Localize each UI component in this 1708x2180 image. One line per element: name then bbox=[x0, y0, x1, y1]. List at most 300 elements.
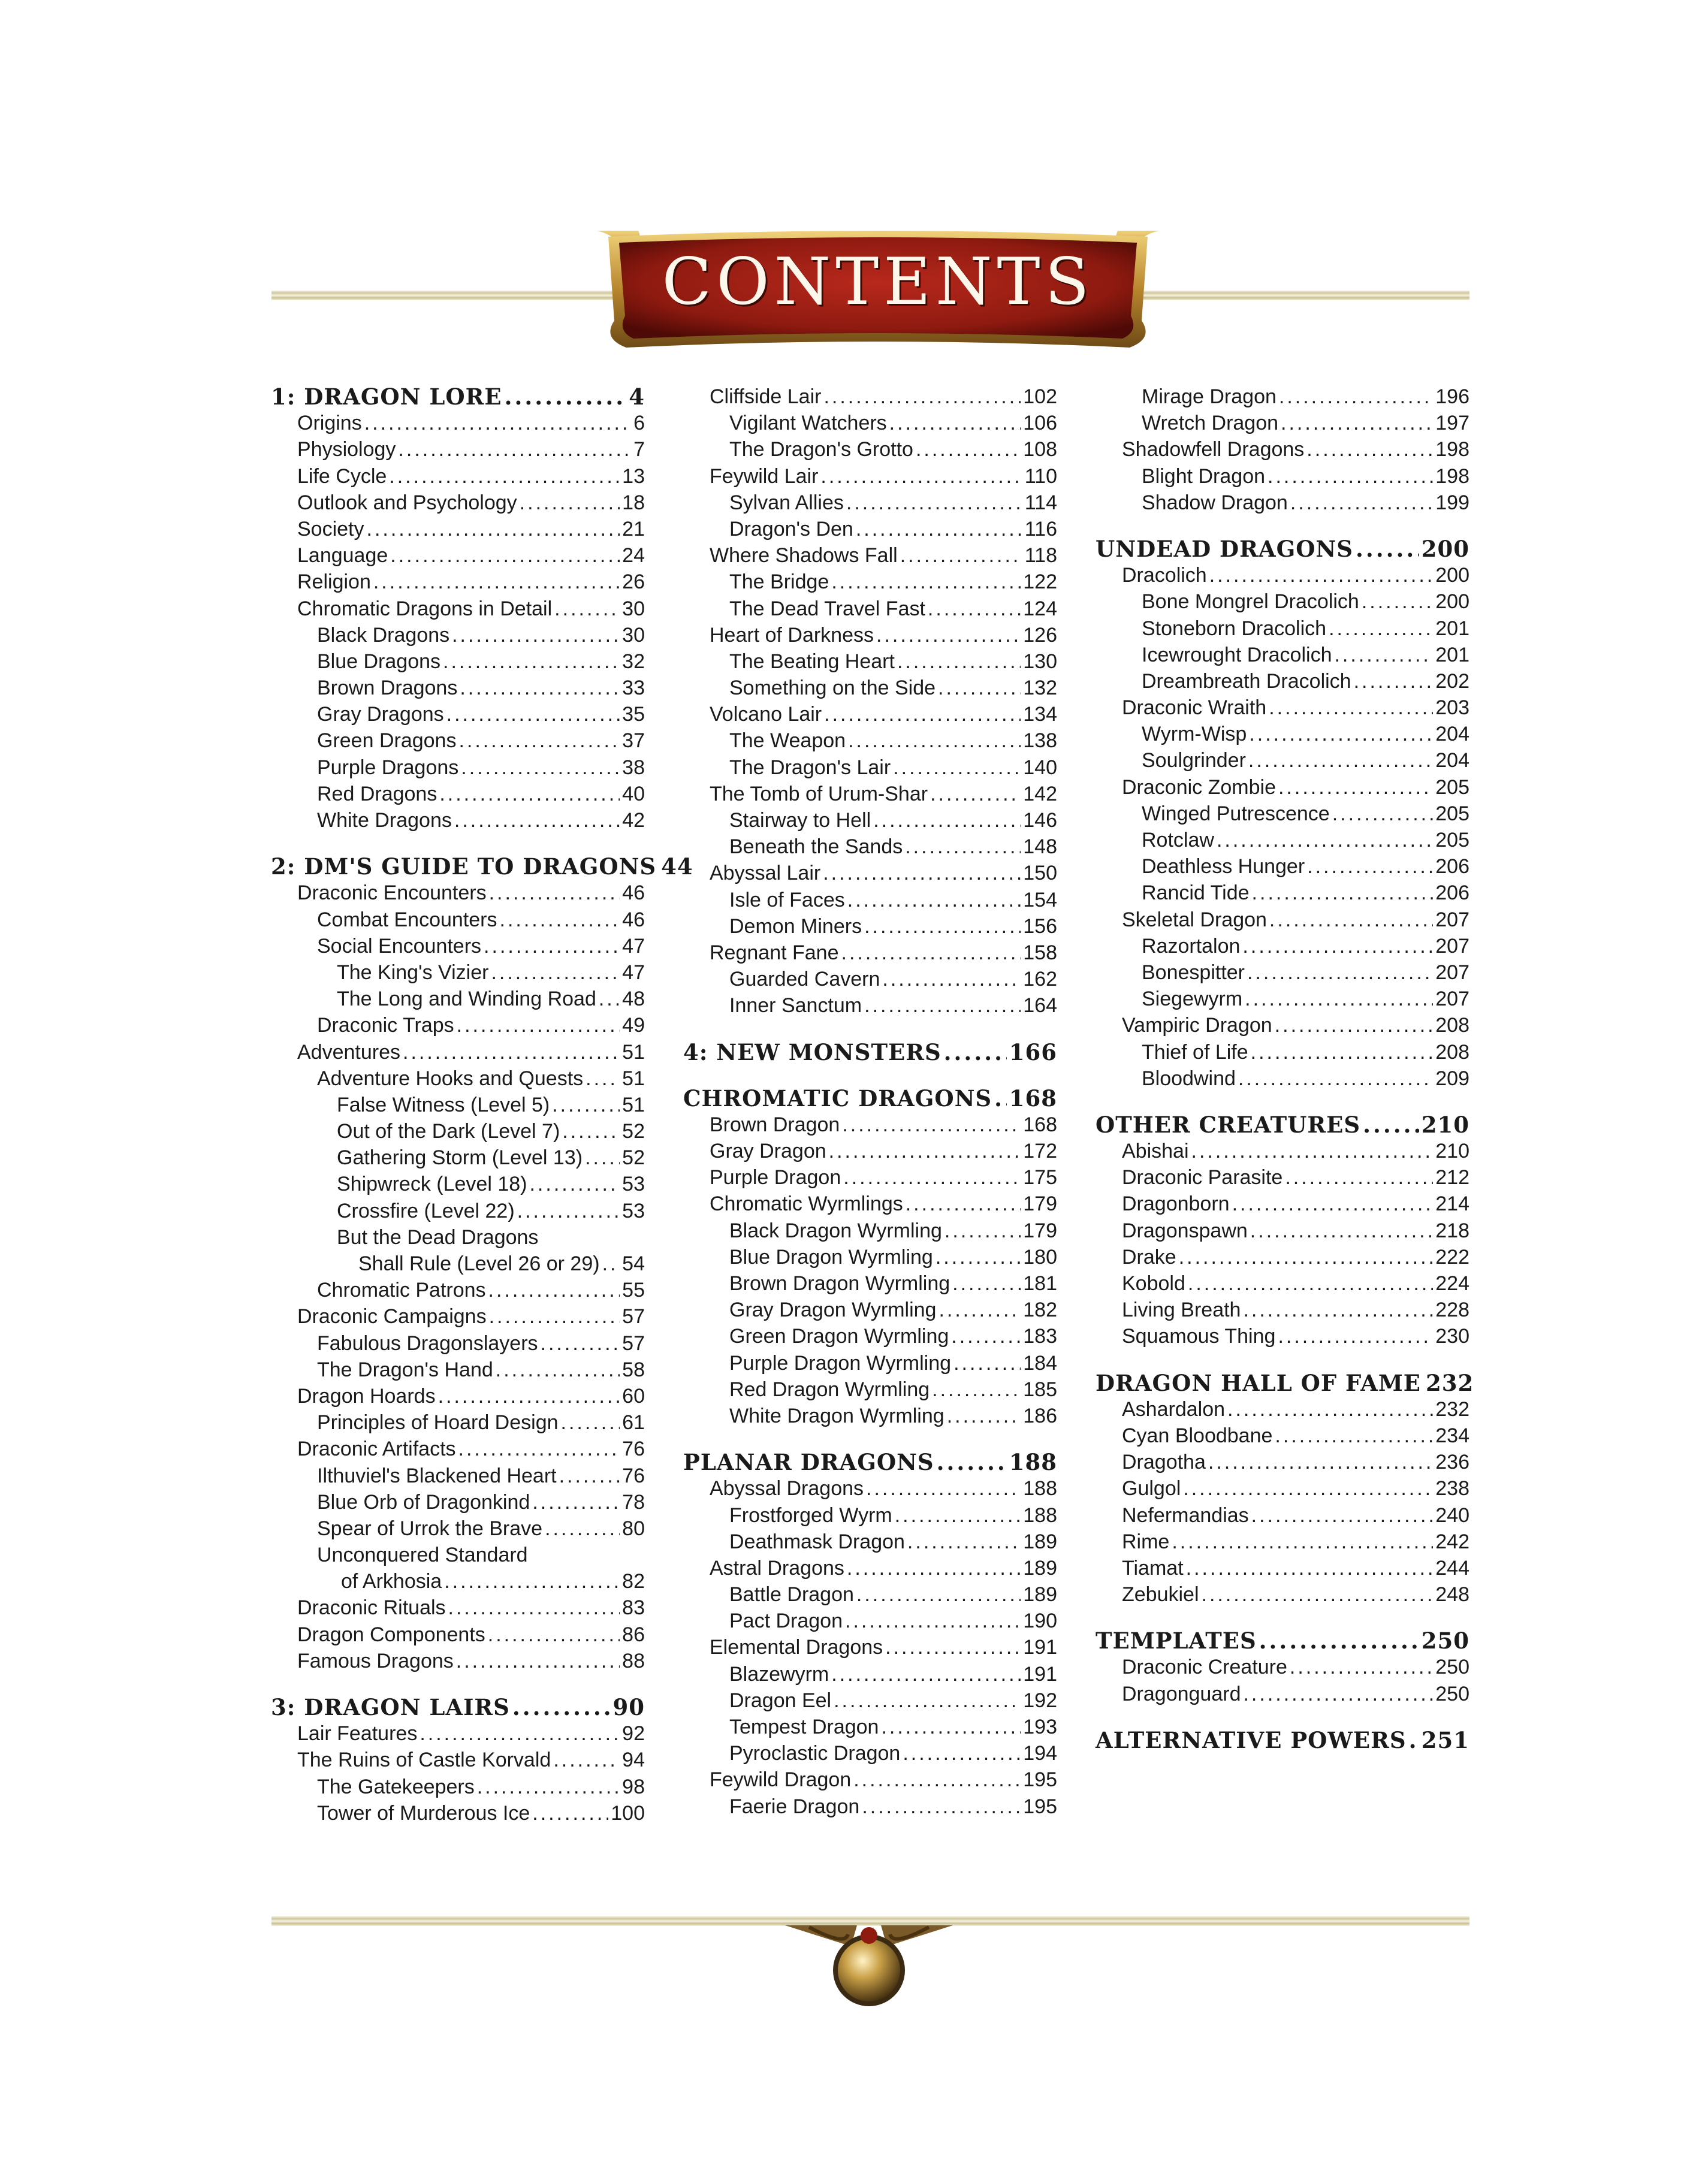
toc-entry-title: Something on the Side bbox=[729, 677, 936, 700]
toc-page-number: 52 bbox=[622, 1120, 645, 1143]
toc-section-heading[interactable] bbox=[1096, 1628, 1469, 1654]
toc-entry[interactable] bbox=[271, 1720, 645, 1747]
toc-leader-dots bbox=[848, 727, 1021, 754]
toc-entry[interactable] bbox=[1096, 1138, 1469, 1164]
toc-entry[interactable] bbox=[271, 1145, 645, 1171]
toc-page-number: 42 bbox=[622, 809, 645, 832]
toc-page-number: 142 bbox=[1023, 782, 1057, 805]
toc-entry[interactable] bbox=[683, 1475, 1057, 1502]
toc-entry[interactable] bbox=[683, 966, 1057, 992]
toc-entry-title: Rime bbox=[1122, 1530, 1170, 1553]
toc-leader-dots bbox=[1243, 1297, 1433, 1323]
toc-page-number: 200 bbox=[1421, 535, 1469, 562]
toc-leader-dots bbox=[952, 1270, 1021, 1297]
toc-entry-title: The Bridge bbox=[729, 570, 829, 594]
toc-page-number: 146 bbox=[1023, 809, 1057, 832]
toc-entry-title: Feywild Lair bbox=[710, 464, 819, 488]
toc-page-number: 195 bbox=[1023, 1768, 1057, 1792]
toc-entry-title: Gulgol bbox=[1122, 1477, 1181, 1500]
toc-entry[interactable] bbox=[271, 727, 645, 754]
toc-page-number: 230 bbox=[1435, 1325, 1469, 1348]
toc-entry[interactable] bbox=[683, 542, 1057, 569]
toc-entry[interactable] bbox=[683, 727, 1057, 754]
toc-entry-title: Zebukiel bbox=[1122, 1583, 1199, 1607]
toc-page-number: 162 bbox=[1023, 968, 1057, 991]
toc-entry[interactable] bbox=[1096, 384, 1469, 410]
toc-leader-dots bbox=[443, 648, 620, 675]
toc-entry[interactable] bbox=[683, 1376, 1057, 1403]
toc-entry[interactable] bbox=[683, 1270, 1057, 1297]
toc-entry[interactable] bbox=[683, 1581, 1057, 1608]
toc-entry[interactable] bbox=[271, 1436, 645, 1462]
toc-page-number: 232 bbox=[1426, 1369, 1474, 1396]
toc-entry[interactable] bbox=[271, 622, 645, 648]
toc-entry[interactable] bbox=[1096, 880, 1469, 906]
toc-entry[interactable] bbox=[683, 1767, 1057, 1793]
toc-entry-title: Social Encounters bbox=[317, 934, 482, 958]
toc-entry-title: Faerie Dragon bbox=[729, 1795, 860, 1818]
toc-entry-title: Elemental Dragons bbox=[710, 1636, 883, 1659]
toc-entry[interactable] bbox=[683, 516, 1057, 542]
toc-entry-title: Blight Dragon bbox=[1142, 464, 1266, 488]
toc-entry[interactable] bbox=[1096, 1396, 1469, 1423]
toc-entry[interactable] bbox=[683, 1608, 1057, 1634]
toc-entry-title: Bonespitter bbox=[1142, 961, 1245, 984]
toc-entry[interactable] bbox=[271, 1277, 645, 1303]
toc-entry-title: But the Dead Dragons bbox=[337, 1225, 539, 1249]
toc-entry[interactable] bbox=[1096, 1449, 1469, 1475]
toc-entry-title: The Dragon's Hand bbox=[317, 1358, 493, 1381]
toc-entry[interactable] bbox=[271, 569, 645, 595]
toc-entry-title: Regnant Fane bbox=[710, 941, 839, 964]
toc-entry[interactable] bbox=[271, 1800, 645, 1826]
toc-entry-title: White Dragon Wyrmling bbox=[729, 1404, 944, 1427]
toc-entry-title: Green Dragons bbox=[317, 729, 457, 753]
toc-entry[interactable] bbox=[683, 1555, 1057, 1581]
toc-entry[interactable] bbox=[683, 1191, 1057, 1217]
toc-entry[interactable] bbox=[1096, 463, 1469, 490]
toc-entry-title: Isle of Faces bbox=[729, 888, 845, 911]
toc-entry[interactable] bbox=[271, 1774, 645, 1800]
toc-leader-dots bbox=[829, 1138, 1021, 1164]
section-gap bbox=[683, 1019, 1057, 1039]
toc-page-number: 100 bbox=[611, 1801, 645, 1825]
toc-entry[interactable] bbox=[271, 1330, 645, 1357]
toc-page-number: 58 bbox=[622, 1358, 645, 1381]
toc-section-heading[interactable] bbox=[1096, 1369, 1474, 1396]
toc-entry[interactable] bbox=[271, 1303, 645, 1330]
toc-leader-dots bbox=[517, 1198, 620, 1224]
toc-entry-title: Gray Dragon bbox=[710, 1140, 826, 1163]
toc-entry[interactable] bbox=[683, 1403, 1057, 1429]
toc-entry[interactable] bbox=[683, 410, 1057, 436]
toc-entry[interactable] bbox=[271, 1224, 645, 1251]
toc-leader-dots bbox=[505, 384, 627, 410]
toc-section-heading[interactable] bbox=[271, 384, 645, 410]
toc-section-heading[interactable] bbox=[271, 1694, 645, 1720]
toc-page-number: 218 bbox=[1435, 1219, 1469, 1242]
toc-entry[interactable] bbox=[1096, 588, 1469, 615]
toc-entry-title: Out of the Dark (Level 7) bbox=[337, 1120, 560, 1143]
toc-page-number: 154 bbox=[1023, 888, 1057, 911]
toc-entry[interactable] bbox=[1096, 774, 1469, 801]
toc-entry[interactable] bbox=[1096, 1323, 1469, 1349]
toc-entry[interactable] bbox=[683, 940, 1057, 966]
toc-entry-title: Stairway to Hell bbox=[729, 809, 871, 832]
toc-leader-dots bbox=[823, 860, 1021, 886]
toc-page-number: 196 bbox=[1435, 385, 1469, 408]
section-gap bbox=[683, 1065, 1057, 1085]
toc-entry[interactable] bbox=[271, 1489, 645, 1515]
toc-entry[interactable] bbox=[271, 675, 645, 701]
toc-entry[interactable] bbox=[271, 516, 645, 542]
toc-entry[interactable] bbox=[683, 1740, 1057, 1767]
toc-page-number: 208 bbox=[1435, 1040, 1469, 1064]
toc-entry[interactable] bbox=[1096, 959, 1469, 986]
toc-leader-dots bbox=[1281, 410, 1433, 436]
toc-entry[interactable] bbox=[683, 1687, 1057, 1714]
toc-entry-title: Gray Dragon Wyrmling bbox=[729, 1299, 937, 1322]
toc-leader-dots bbox=[820, 463, 1022, 490]
toc-entry[interactable] bbox=[271, 1747, 645, 1773]
toc-entry[interactable] bbox=[1096, 1529, 1469, 1555]
toc-entry[interactable] bbox=[1096, 668, 1469, 695]
toc-entry[interactable] bbox=[683, 834, 1057, 860]
toc-entry-title: Language bbox=[297, 544, 388, 567]
toc-leader-dots bbox=[873, 807, 1021, 834]
toc-leader-dots bbox=[500, 907, 620, 933]
toc-entry[interactable] bbox=[683, 675, 1057, 701]
toc-entry-title: Abyssal Dragons bbox=[710, 1477, 864, 1500]
toc-entry[interactable] bbox=[271, 959, 645, 986]
toc-entry[interactable] bbox=[1096, 436, 1469, 463]
toc-page-number: 189 bbox=[1023, 1583, 1057, 1607]
toc-section-heading[interactable] bbox=[1096, 536, 1469, 562]
toc-entry[interactable] bbox=[683, 1502, 1057, 1529]
toc-leader-dots bbox=[856, 516, 1022, 542]
toc-entry[interactable] bbox=[1096, 1039, 1469, 1065]
toc-leader-dots bbox=[448, 1595, 620, 1621]
toc-entry[interactable] bbox=[683, 1323, 1057, 1349]
toc-entry[interactable] bbox=[1096, 1502, 1469, 1529]
toc-entry-title: Winged Putrescence bbox=[1142, 802, 1330, 825]
toc-entry[interactable] bbox=[683, 1297, 1057, 1323]
toc-entry[interactable] bbox=[683, 1529, 1057, 1555]
toc-entry[interactable] bbox=[683, 1661, 1057, 1687]
toc-page-number: 204 bbox=[1435, 749, 1469, 772]
toc-entry[interactable] bbox=[271, 1198, 645, 1224]
toc-entry[interactable] bbox=[1096, 1555, 1469, 1581]
toc-leader-dots bbox=[1249, 721, 1433, 747]
toc-page-number: 185 bbox=[1023, 1378, 1057, 1401]
toc-page-number: 110 bbox=[1024, 464, 1057, 488]
toc-leader-dots bbox=[1232, 1191, 1434, 1217]
toc-leader-dots bbox=[893, 754, 1021, 781]
toc-entry[interactable] bbox=[271, 781, 645, 807]
toc-page-number: 250 bbox=[1435, 1682, 1469, 1705]
toc-entry[interactable] bbox=[683, 1218, 1057, 1244]
toc-entry-title: Adventure Hooks and Quests bbox=[317, 1067, 584, 1090]
toc-entry-title: Cliffside Lair bbox=[710, 385, 822, 408]
toc-entry[interactable] bbox=[1096, 615, 1469, 642]
toc-entry[interactable] bbox=[271, 1092, 645, 1118]
toc-leader-dots bbox=[1188, 1270, 1433, 1297]
toc-entry[interactable] bbox=[683, 754, 1057, 781]
toc-leader-dots bbox=[907, 1529, 1021, 1555]
toc-leader-dots bbox=[906, 1191, 1021, 1217]
toc-page-number: 188 bbox=[1023, 1503, 1057, 1527]
toc-entry-title: The Beating Heart bbox=[729, 650, 895, 673]
toc-entry[interactable] bbox=[1096, 1164, 1469, 1191]
toc-entry[interactable] bbox=[683, 490, 1057, 516]
toc-entry-title: Vigilant Watchers bbox=[729, 412, 887, 435]
toc-entry[interactable] bbox=[683, 1164, 1057, 1191]
toc-entry[interactable] bbox=[1096, 853, 1469, 880]
toc-entry-title: Draconic Zombie bbox=[1122, 775, 1276, 799]
toc-entry[interactable] bbox=[271, 754, 645, 781]
toc-entry[interactable] bbox=[271, 933, 645, 959]
toc-section-heading[interactable] bbox=[683, 1039, 1057, 1065]
toc-section-heading[interactable] bbox=[683, 1449, 1057, 1475]
toc-entry-title: Principles of Hoard Design bbox=[317, 1411, 559, 1435]
toc-entry[interactable] bbox=[683, 436, 1057, 463]
toc-entry[interactable] bbox=[1096, 1423, 1469, 1449]
toc-entry[interactable] bbox=[271, 1595, 645, 1621]
toc-page-number: 30 bbox=[622, 597, 645, 620]
toc-entry-title: Gray Dragons bbox=[317, 703, 444, 726]
toc-entry-title: Kobold bbox=[1122, 1272, 1185, 1295]
toc-page-number: 234 bbox=[1435, 1424, 1469, 1447]
toc-page-number: 46 bbox=[622, 881, 645, 905]
toc-page-number: 191 bbox=[1023, 1662, 1057, 1686]
toc-entry[interactable] bbox=[1096, 986, 1469, 1012]
toc-entry[interactable] bbox=[271, 410, 645, 436]
toc-entry[interactable] bbox=[271, 436, 645, 463]
toc-entry[interactable] bbox=[271, 1542, 645, 1568]
toc-page-number: 6 bbox=[633, 412, 645, 435]
toc-entry[interactable] bbox=[271, 490, 645, 516]
toc-entry[interactable] bbox=[271, 701, 645, 727]
toc-entry[interactable] bbox=[271, 1409, 645, 1436]
toc-page-number: 98 bbox=[622, 1775, 645, 1798]
toc-leader-dots bbox=[930, 781, 1021, 807]
toc-entry[interactable] bbox=[271, 1622, 645, 1648]
toc-leader-dots bbox=[1208, 1449, 1433, 1475]
toc-leader-dots bbox=[1245, 986, 1433, 1012]
toc-leader-dots bbox=[1183, 1475, 1433, 1502]
toc-entry[interactable] bbox=[271, 907, 645, 933]
toc-entry-title: OTHER CREATURES bbox=[1096, 1111, 1361, 1138]
toc-leader-dots bbox=[947, 1403, 1021, 1429]
toc-leader-dots bbox=[1269, 695, 1433, 721]
toc-entry[interactable] bbox=[271, 1118, 645, 1145]
toc-leader-dots bbox=[1306, 436, 1433, 463]
toc-entry[interactable] bbox=[683, 648, 1057, 675]
toc-page-number: 48 bbox=[622, 988, 645, 1011]
toc-leader-dots bbox=[398, 436, 631, 463]
toc-entry[interactable] bbox=[1096, 1654, 1469, 1680]
toc-page-number: 232 bbox=[1435, 1397, 1469, 1421]
toc-leader-dots bbox=[994, 1085, 1007, 1112]
toc-entry[interactable] bbox=[271, 880, 645, 906]
toc-entry[interactable] bbox=[683, 569, 1057, 595]
toc-entry[interactable] bbox=[683, 992, 1057, 1019]
toc-entry-title: Draconic Traps bbox=[317, 1014, 454, 1037]
toc-leader-dots bbox=[1275, 1012, 1434, 1038]
toc-section-heading[interactable] bbox=[1096, 1727, 1469, 1753]
toc-leader-dots bbox=[1354, 668, 1434, 695]
toc-entry[interactable] bbox=[683, 860, 1057, 886]
toc-entry-title: The Dragon's Grotto bbox=[729, 438, 913, 461]
toc-page-number: 114 bbox=[1024, 491, 1057, 514]
toc-page-number: 60 bbox=[622, 1384, 645, 1408]
toc-page-number: 207 bbox=[1435, 988, 1469, 1011]
toc-leader-dots bbox=[439, 781, 620, 807]
toc-entry[interactable] bbox=[271, 1515, 645, 1542]
toc-entry[interactable] bbox=[683, 1138, 1057, 1164]
toc-entry[interactable] bbox=[1096, 1065, 1469, 1092]
toc-page-number: 88 bbox=[622, 1649, 645, 1672]
toc-entry[interactable] bbox=[271, 1463, 645, 1489]
toc-entry-title: Shall Rule (Level 26 or 29) bbox=[358, 1252, 600, 1275]
toc-entry[interactable] bbox=[1096, 933, 1469, 959]
toc-entry-title: Frostforged Wyrm bbox=[729, 1503, 892, 1527]
toc-page-number: 250 bbox=[1421, 1628, 1469, 1654]
toc-entry-title: DRAGON HALL OF FAME bbox=[1096, 1369, 1421, 1396]
toc-entry[interactable] bbox=[271, 1065, 645, 1092]
toc-entry[interactable] bbox=[683, 463, 1057, 490]
toc-page-number: 132 bbox=[1023, 677, 1057, 700]
toc-entry-title: The Weapon bbox=[729, 729, 846, 753]
toc-entry-title: Where Shadows Fall bbox=[710, 544, 898, 567]
toc-page-number: 54 bbox=[622, 1252, 645, 1275]
toc-entry[interactable] bbox=[1096, 747, 1469, 774]
toc-entry[interactable] bbox=[683, 887, 1057, 913]
section-gap bbox=[271, 834, 645, 853]
toc-entry-title: The Ruins of Castle Korvald bbox=[297, 1749, 551, 1772]
toc-entry-title: Deathless Hunger bbox=[1142, 855, 1305, 878]
toc-entry[interactable] bbox=[271, 1383, 645, 1409]
toc-entry[interactable] bbox=[271, 986, 645, 1012]
toc-entry[interactable] bbox=[1096, 490, 1469, 516]
toc-entry[interactable] bbox=[271, 648, 645, 675]
toc-entry[interactable] bbox=[271, 596, 645, 622]
toc-entry-title: Volcano Lair bbox=[710, 703, 822, 726]
toc-entry[interactable] bbox=[271, 807, 645, 834]
toc-page-number: 172 bbox=[1023, 1140, 1057, 1163]
toc-entry[interactable] bbox=[271, 1251, 645, 1277]
toc-entry[interactable] bbox=[683, 913, 1057, 940]
toc-entry[interactable] bbox=[683, 1714, 1057, 1740]
toc-entry[interactable] bbox=[1096, 562, 1469, 588]
toc-leader-dots bbox=[937, 1449, 1007, 1475]
toc-entry-title: Ilthuviel's Blackened Heart bbox=[317, 1464, 557, 1487]
toc-entry-title: Abyssal Lair bbox=[710, 862, 821, 885]
toc-entry[interactable] bbox=[1096, 1581, 1469, 1608]
toc-entry-title: Red Dragons bbox=[317, 782, 437, 805]
toc-entry[interactable] bbox=[683, 1244, 1057, 1270]
toc-entry[interactable] bbox=[271, 1171, 645, 1197]
toc-entry[interactable] bbox=[1096, 1681, 1469, 1707]
toc-entry-title: The Tomb of Urum-Shar bbox=[710, 782, 928, 805]
toc-entry[interactable] bbox=[1096, 1297, 1469, 1323]
toc-entry[interactable] bbox=[271, 1357, 645, 1383]
toc-leader-dots bbox=[585, 1145, 620, 1171]
toc-leader-dots bbox=[1356, 536, 1419, 562]
toc-entry[interactable] bbox=[683, 1112, 1057, 1138]
toc-entry[interactable] bbox=[1096, 1218, 1469, 1244]
toc-entry[interactable] bbox=[1096, 1244, 1469, 1270]
toc-leader-dots bbox=[541, 1330, 620, 1357]
toc-entry[interactable] bbox=[1096, 1012, 1469, 1038]
toc-page-number: 44 bbox=[661, 853, 693, 880]
toc-entry[interactable] bbox=[271, 463, 645, 490]
toc-entry[interactable] bbox=[683, 1793, 1057, 1820]
toc-entry[interactable] bbox=[1096, 801, 1469, 827]
toc-leader-dots bbox=[953, 1350, 1021, 1376]
toc-leader-dots bbox=[905, 834, 1021, 860]
toc-entry-title: Tower of Murderous Ice bbox=[317, 1801, 530, 1825]
toc-entry[interactable] bbox=[1096, 1475, 1469, 1502]
toc-entry-title: Shadowfell Dragons bbox=[1122, 438, 1305, 461]
toc-entry[interactable] bbox=[683, 596, 1057, 622]
toc-entry[interactable] bbox=[683, 701, 1057, 727]
toc-page-number: 182 bbox=[1023, 1299, 1057, 1322]
toc-entry[interactable] bbox=[1096, 1270, 1469, 1297]
toc-page-number: 94 bbox=[622, 1749, 645, 1772]
toc-entry[interactable] bbox=[683, 1634, 1057, 1660]
toc-leader-dots bbox=[1363, 1112, 1419, 1138]
toc-entry-title: Nefermandias bbox=[1122, 1503, 1249, 1527]
toc-entry-title: PLANAR DRAGONS bbox=[683, 1449, 934, 1476]
toc-entry[interactable] bbox=[683, 384, 1057, 410]
toc-entry[interactable] bbox=[1096, 1191, 1469, 1217]
toc-entry-title: Purple Dragons bbox=[317, 756, 459, 779]
toc-page-number: 195 bbox=[1023, 1795, 1057, 1818]
toc-page-number: 181 bbox=[1023, 1272, 1057, 1295]
toc-entry[interactable] bbox=[1096, 642, 1469, 668]
toc-page-number: 206 bbox=[1435, 881, 1469, 905]
toc-entry[interactable] bbox=[271, 542, 645, 569]
toc-entry[interactable] bbox=[1096, 827, 1469, 853]
toc-entry-title: Society bbox=[297, 517, 364, 541]
toc-page-number: 57 bbox=[622, 1305, 645, 1328]
toc-entry[interactable] bbox=[683, 781, 1057, 807]
toc-page-number: 189 bbox=[1023, 1556, 1057, 1580]
toc-entry[interactable] bbox=[271, 1012, 645, 1038]
toc-page-number: 156 bbox=[1023, 914, 1057, 938]
toc-entry[interactable] bbox=[271, 1568, 645, 1595]
toc-entry[interactable] bbox=[271, 1039, 645, 1065]
toc-leader-dots bbox=[454, 807, 620, 834]
toc-entry[interactable] bbox=[1096, 721, 1469, 747]
toc-leader-dots bbox=[1217, 827, 1433, 853]
toc-entry-title: Blazewyrm bbox=[729, 1662, 829, 1686]
toc-page-number: 224 bbox=[1435, 1272, 1469, 1295]
toc-entry[interactable] bbox=[683, 807, 1057, 834]
toc-page-number: 138 bbox=[1023, 729, 1057, 753]
toc-entry[interactable] bbox=[271, 1648, 645, 1674]
toc-section-heading[interactable] bbox=[1096, 1112, 1469, 1138]
toc-entry[interactable] bbox=[683, 622, 1057, 648]
toc-section-heading[interactable] bbox=[271, 853, 693, 880]
toc-entry[interactable] bbox=[1096, 410, 1469, 436]
toc-entry[interactable] bbox=[683, 1350, 1057, 1376]
toc-entry[interactable] bbox=[1096, 695, 1469, 721]
toc-entry-title: Brown Dragon Wyrmling bbox=[729, 1272, 950, 1295]
toc-entry[interactable] bbox=[1096, 907, 1469, 933]
toc-section-heading[interactable] bbox=[683, 1085, 1057, 1112]
